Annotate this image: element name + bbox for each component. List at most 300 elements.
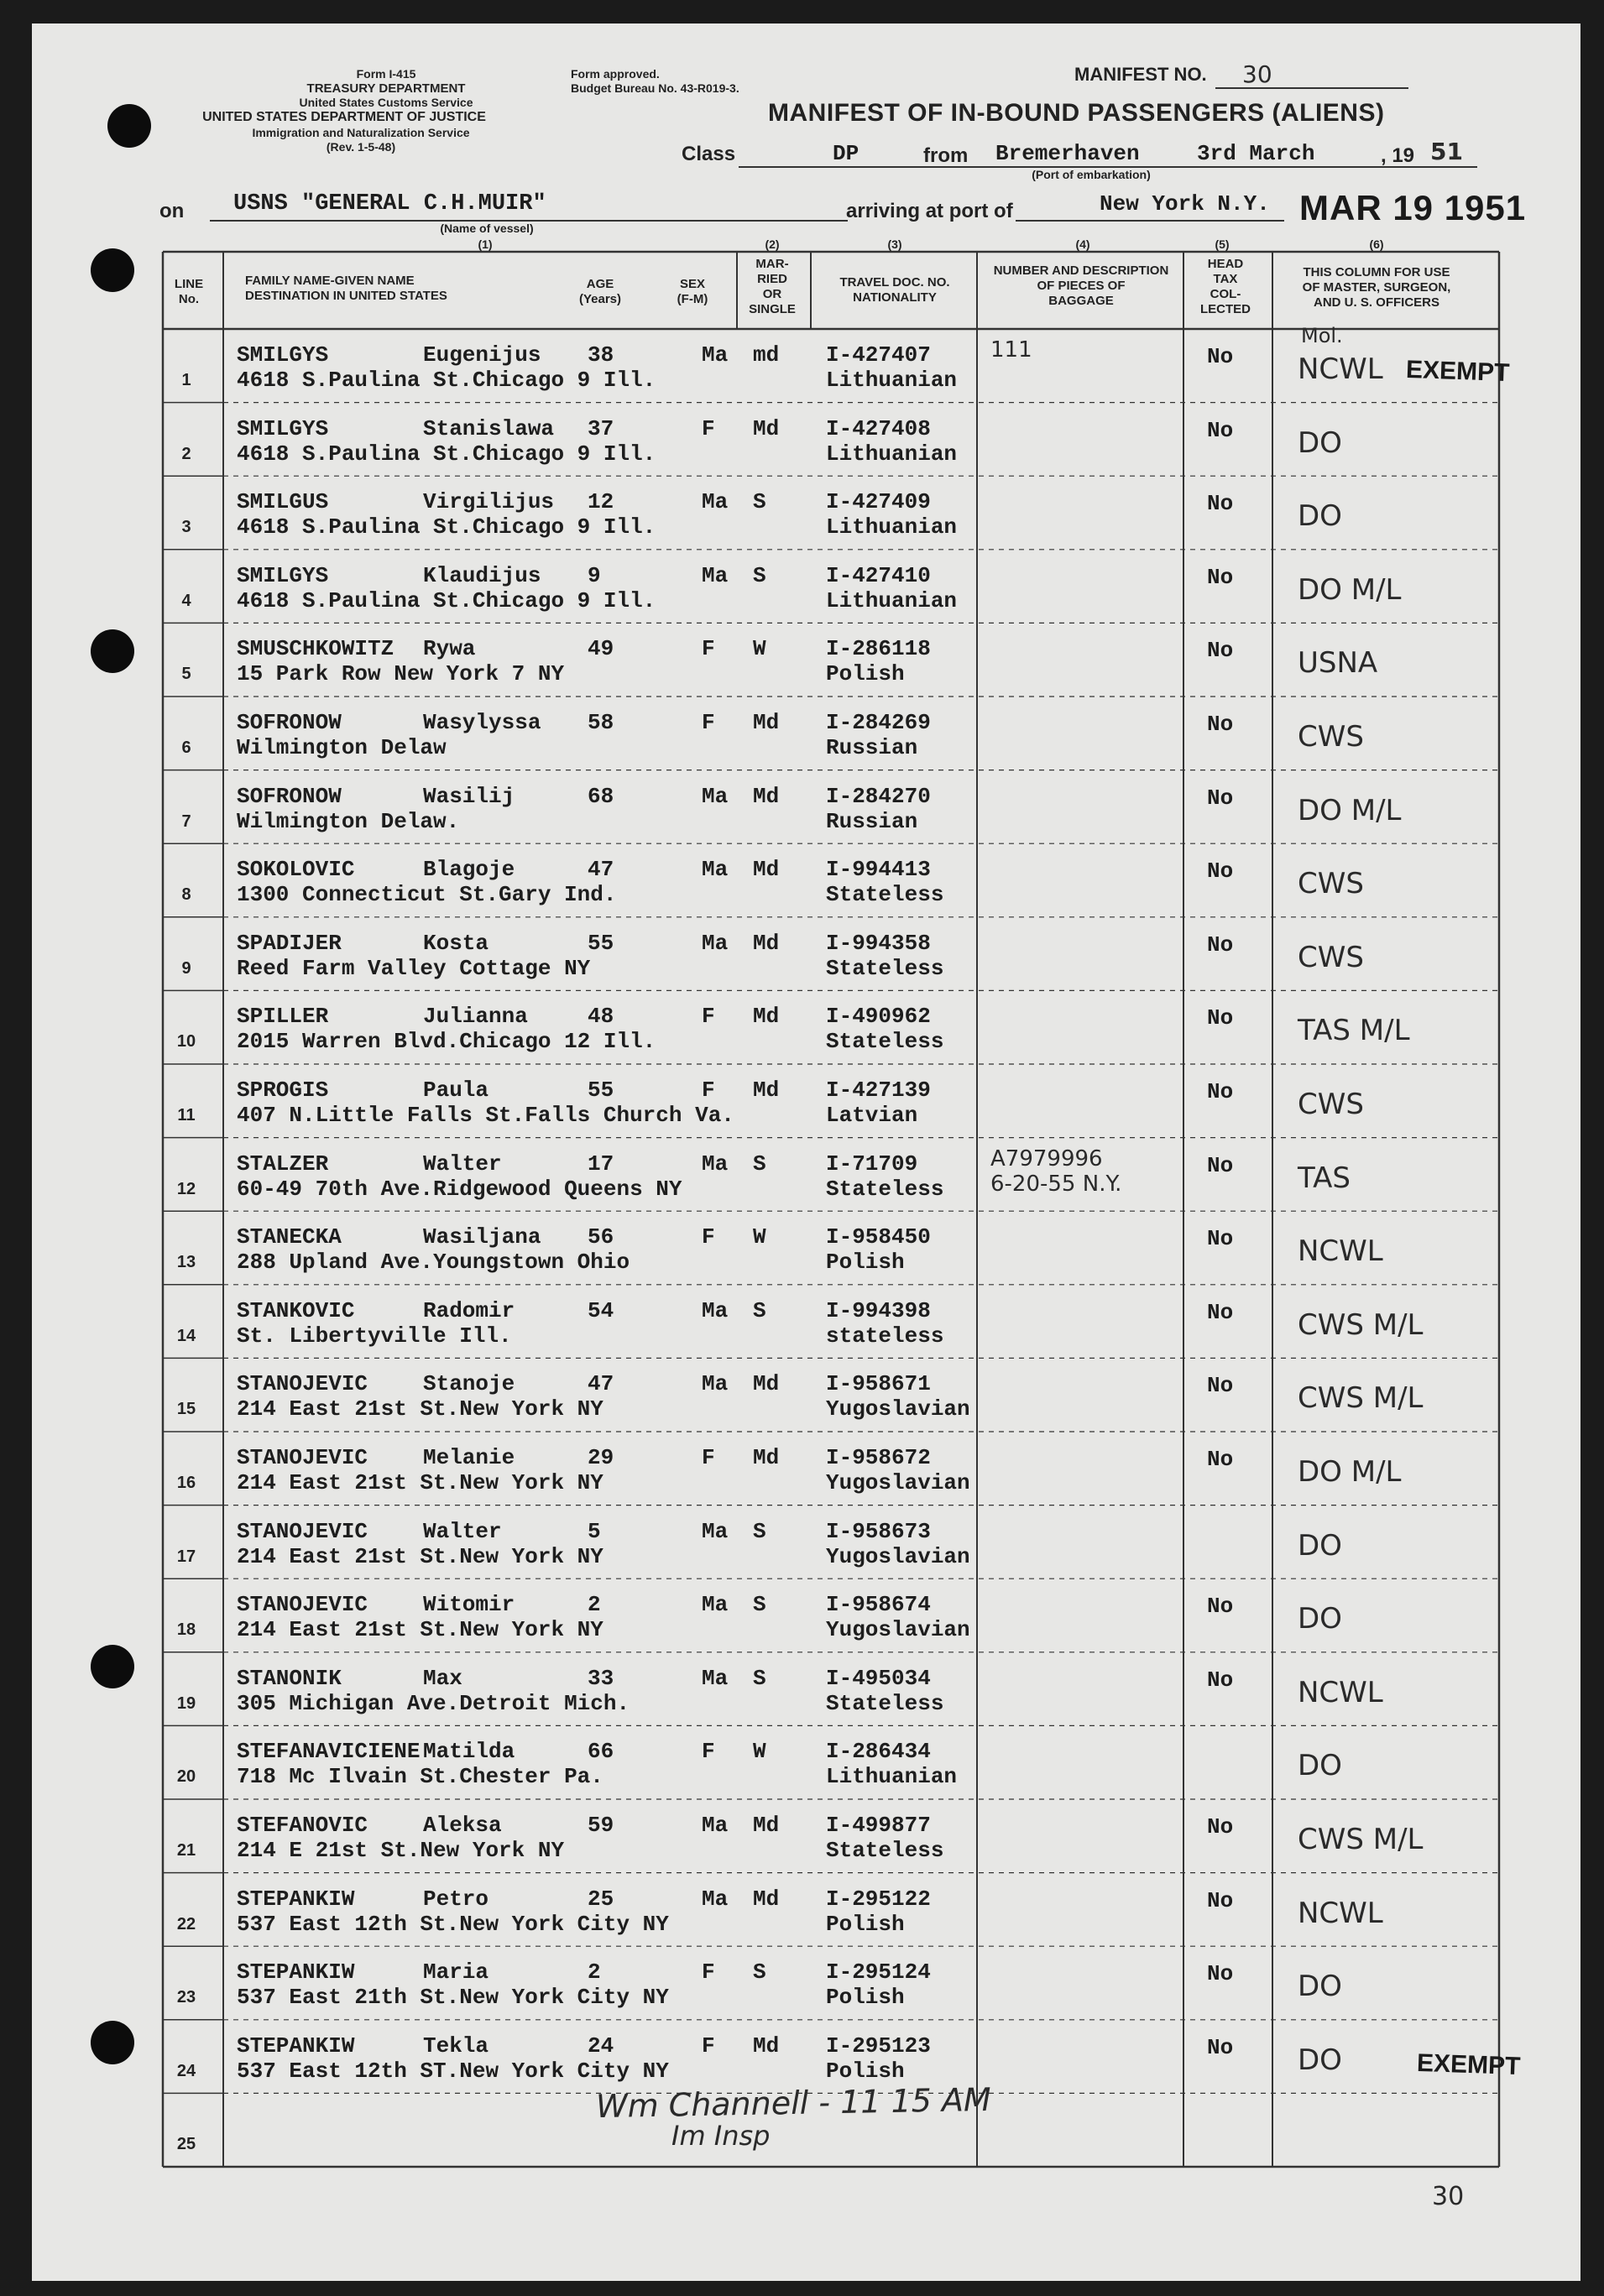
family-name: STEPANKIW bbox=[237, 2032, 355, 2059]
embarkation-caption: (Port of embarkation) bbox=[1032, 168, 1151, 181]
given-name: Paula bbox=[423, 1078, 489, 1103]
destination: St. Libertyville Ill. bbox=[237, 1323, 512, 1349]
head-tax: No bbox=[1207, 712, 1234, 737]
given-name: Matilda bbox=[423, 1739, 515, 1765]
age: 2 bbox=[588, 1959, 601, 1986]
age: 59 bbox=[588, 1813, 614, 1838]
marital-status: Md bbox=[753, 783, 780, 809]
family-name: SMILGUS bbox=[237, 489, 329, 515]
table-row bbox=[0, 1285, 1604, 1359]
manifest-title: MANIFEST OF IN-BOUND PASSENGERS (ALIENS) bbox=[768, 99, 1385, 127]
arrival-date-stamp: MAR 19 1951 bbox=[1299, 188, 1527, 227]
sex: Ma bbox=[702, 342, 729, 368]
line-number: 15 bbox=[176, 1400, 196, 1419]
nationality: Yugoslavian bbox=[826, 1470, 970, 1495]
family-name: SPADIJER bbox=[237, 930, 342, 956]
customs-service: United States Customs Service bbox=[299, 96, 473, 109]
age: 38 bbox=[588, 342, 614, 368]
column-number: (4) bbox=[1075, 237, 1090, 251]
family-name: STEFANOVIC bbox=[237, 1813, 368, 1838]
travel-doc-no: I-286118 bbox=[826, 636, 931, 662]
manifest-no-label: MANIFEST NO. bbox=[1074, 64, 1207, 85]
destination: 214 E 21st St.New York NY bbox=[237, 1838, 565, 1863]
destination: 4618 S.Paulina St.Chicago 9 Ill. bbox=[237, 587, 656, 613]
nationality: Lithuanian bbox=[826, 1764, 958, 1790]
sex: F bbox=[702, 2032, 715, 2059]
nationality: Polish bbox=[826, 1985, 905, 2011]
given-name: Walter bbox=[423, 1518, 502, 1544]
head-tax: No bbox=[1207, 785, 1234, 811]
year-value: 51 bbox=[1430, 138, 1463, 165]
table-row bbox=[0, 697, 1604, 770]
head-tax: No bbox=[1207, 1373, 1234, 1399]
officer-note: CWS bbox=[1298, 867, 1364, 901]
marital-status: S bbox=[753, 1959, 766, 1986]
age: 37 bbox=[588, 415, 614, 441]
nationality: Polish bbox=[826, 661, 905, 687]
travel-doc-no: I-958674 bbox=[826, 1592, 931, 1618]
marital-status: Md bbox=[753, 1078, 780, 1103]
head-tax: No bbox=[1207, 1594, 1234, 1620]
nationality: Lithuanian bbox=[826, 441, 958, 467]
destination: 407 N.Little Falls St.Falls Church Va. bbox=[237, 1103, 734, 1128]
age: 55 bbox=[588, 930, 614, 956]
table-row bbox=[0, 1799, 1604, 1873]
class-value: DP bbox=[833, 141, 859, 166]
table-row bbox=[0, 403, 1604, 477]
nationality: Yugoslavian bbox=[826, 1617, 970, 1643]
destination: 718 Mc Ilvain St.Chester Pa. bbox=[237, 1764, 603, 1790]
travel-doc-no: I-427409 bbox=[826, 489, 931, 515]
from-value: Bremerhaven bbox=[995, 141, 1140, 166]
form-approved: Form approved. bbox=[571, 67, 660, 81]
officer-note: DO bbox=[1298, 499, 1342, 534]
destination: 214 East 21st St.New York NY bbox=[237, 1543, 603, 1569]
age: 29 bbox=[588, 1445, 614, 1470]
sex: Ma bbox=[702, 489, 729, 515]
travel-doc-no: I-427410 bbox=[826, 562, 931, 588]
family-name: STANKOVIC bbox=[237, 1297, 355, 1323]
line-number: 4 bbox=[181, 591, 191, 610]
travel-doc-no: I-958673 bbox=[826, 1518, 931, 1544]
table-row bbox=[0, 1211, 1604, 1285]
column-number: (5) bbox=[1215, 237, 1230, 251]
sex: Ma bbox=[702, 1297, 729, 1323]
class-label: Class bbox=[682, 143, 736, 165]
table-row bbox=[0, 1505, 1604, 1579]
marital-status: S bbox=[753, 489, 766, 515]
sex: Ma bbox=[702, 1371, 729, 1397]
sex: Ma bbox=[702, 1518, 729, 1544]
form-revision: (Rev. 1-5-48) bbox=[326, 140, 396, 154]
table-row bbox=[0, 1432, 1604, 1505]
destination: 60-49 70th Ave.Ridgewood Queens NY bbox=[237, 1176, 682, 1202]
age: 58 bbox=[588, 710, 614, 735]
family-name: SOFRONOW bbox=[237, 783, 342, 809]
nationality: Lithuanian bbox=[826, 587, 958, 613]
head-tax: No bbox=[1207, 1961, 1234, 1987]
destination: 537 East 12th ST.New York City NY bbox=[237, 2058, 669, 2084]
sex: Ma bbox=[702, 1151, 729, 1177]
family-name: STEPANKIW bbox=[237, 1959, 355, 1986]
age: 54 bbox=[588, 1297, 614, 1323]
family-name: SOKOLOVIC bbox=[237, 857, 355, 883]
destination: 214 East 21st St.New York NY bbox=[237, 1396, 603, 1422]
treasury-department: TREASURY DEPARTMENT bbox=[306, 81, 466, 96]
arrival-port: New York N.Y. bbox=[1100, 191, 1270, 217]
head-tax: No bbox=[1207, 1447, 1234, 1472]
marital-status: W bbox=[753, 636, 766, 662]
exempt-stamp-top: EXEMPT bbox=[1405, 355, 1510, 388]
destination: 2015 Warren Blvd.Chicago 12 Ill. bbox=[237, 1029, 656, 1055]
age: 17 bbox=[588, 1151, 614, 1177]
given-name: Walter bbox=[423, 1151, 502, 1177]
age: 49 bbox=[588, 636, 614, 662]
officer-note: DO M/L bbox=[1298, 1455, 1402, 1489]
col-header-sex: SEX (F-M) bbox=[677, 277, 708, 306]
officer-note: NCWL bbox=[1298, 352, 1383, 386]
col-header-travel: TRAVEL DOC. NO. NATIONALITY bbox=[839, 275, 950, 305]
line-number: 17 bbox=[176, 1547, 196, 1566]
line-number: 25 bbox=[176, 2135, 196, 2154]
table-row bbox=[0, 1138, 1604, 1212]
marital-status: S bbox=[753, 562, 766, 588]
destination: 4618 S.Paulina St.Chicago 9 Ill. bbox=[237, 368, 656, 393]
travel-doc-no: I-499877 bbox=[826, 1813, 931, 1838]
line-number: 3 bbox=[181, 518, 191, 537]
marital-status: S bbox=[753, 1151, 766, 1177]
nationality: Stateless bbox=[826, 1690, 944, 1716]
officer-note: CWS M/L bbox=[1298, 1381, 1424, 1416]
given-name: Stanoje bbox=[423, 1371, 515, 1397]
head-tax: No bbox=[1207, 2034, 1234, 2060]
given-name: Petro bbox=[423, 1886, 489, 1912]
given-name: Tekla bbox=[423, 2032, 489, 2059]
col-header-line: LINE No. bbox=[174, 277, 207, 306]
officer-mark: Mol. bbox=[1301, 324, 1343, 347]
col-header-baggage: NUMBER AND DESCRIPTION OF PIECES OF BAGGAGE bbox=[993, 264, 1169, 308]
line-number: 1 bbox=[181, 371, 191, 389]
from-label: from bbox=[923, 144, 969, 167]
given-name: Melanie bbox=[423, 1445, 515, 1470]
destination: 15 Park Row New York 7 NY bbox=[237, 661, 565, 687]
family-name: SMILGYS bbox=[237, 562, 329, 588]
line-number: 19 bbox=[176, 1693, 196, 1713]
officer-note: DO bbox=[1298, 425, 1342, 460]
table-row bbox=[0, 770, 1604, 844]
officer-note: DO bbox=[1298, 1970, 1342, 2004]
head-tax: No bbox=[1207, 344, 1234, 369]
head-tax: No bbox=[1207, 931, 1234, 958]
age: 47 bbox=[588, 857, 614, 883]
head-tax: No bbox=[1207, 1299, 1234, 1325]
head-tax: No bbox=[1207, 1887, 1234, 1913]
year-prefix: , 19 bbox=[1381, 144, 1415, 167]
family-name: STANOJEVIC bbox=[237, 1592, 368, 1618]
travel-doc-no: I-958450 bbox=[826, 1224, 931, 1250]
sex: F bbox=[702, 1739, 715, 1765]
officer-note: CWS bbox=[1298, 1088, 1364, 1121]
officer-note: CWS bbox=[1298, 720, 1364, 754]
nationality: Stateless bbox=[826, 1176, 944, 1202]
nationality: Yugoslavian bbox=[826, 1543, 970, 1569]
col-header-name: FAMILY NAME-GIVEN NAME DESTINATION IN UNITED STATES bbox=[245, 274, 447, 303]
table-row bbox=[0, 623, 1604, 697]
immigration-service: Immigration and Naturalization Service bbox=[252, 126, 470, 139]
given-name: Witomir bbox=[423, 1592, 515, 1618]
table-row bbox=[0, 843, 1604, 917]
table-row bbox=[0, 1064, 1604, 1138]
line-number: 16 bbox=[176, 1474, 196, 1492]
exempt-stamp-bottom: EXEMPT bbox=[1416, 2048, 1521, 2081]
marital-status: Md bbox=[753, 1371, 780, 1397]
column-number: (3) bbox=[887, 237, 902, 251]
budget-bureau: Budget Bureau No. 43-R019-3. bbox=[571, 81, 739, 95]
travel-doc-no: I-71709 bbox=[826, 1151, 918, 1177]
family-name: SPILLER bbox=[237, 1004, 329, 1030]
travel-doc-no: I-958672 bbox=[826, 1445, 931, 1470]
destination: 4618 S.Paulina St.Chicago 9 Ill. bbox=[237, 514, 656, 540]
given-name: Rywa bbox=[423, 636, 476, 662]
travel-doc-no: I-495034 bbox=[826, 1665, 931, 1691]
travel-doc-no: I-295123 bbox=[826, 2032, 931, 2059]
age: 2 bbox=[588, 1592, 601, 1618]
table-row bbox=[0, 550, 1604, 624]
line-number: 10 bbox=[176, 1032, 196, 1051]
destination: 305 Michigan Ave.Detroit Mich. bbox=[237, 1690, 630, 1716]
sex: Ma bbox=[702, 562, 729, 588]
family-name: SMUSCHKOWITZ bbox=[237, 636, 394, 662]
table-row bbox=[0, 1358, 1604, 1432]
sex: F bbox=[702, 1078, 715, 1103]
line-number: 13 bbox=[176, 1253, 196, 1272]
destination: 1300 Connecticut St.Gary Ind. bbox=[237, 882, 617, 908]
given-name: Radomir bbox=[423, 1297, 515, 1323]
sex: F bbox=[702, 636, 715, 662]
head-tax: No bbox=[1207, 1005, 1234, 1031]
travel-doc-no: I-427408 bbox=[826, 415, 931, 441]
form-number: Form I-415 bbox=[356, 67, 416, 81]
officer-note: CWS bbox=[1298, 940, 1364, 974]
family-name: STANONIK bbox=[237, 1665, 342, 1691]
sex: Ma bbox=[702, 857, 729, 883]
table-row bbox=[0, 324, 1604, 403]
vessel-caption: (Name of vessel) bbox=[440, 222, 534, 235]
line-number: 21 bbox=[176, 1841, 196, 1860]
family-name: SPROGIS bbox=[237, 1078, 329, 1103]
marital-status: S bbox=[753, 1518, 766, 1544]
line-number: 9 bbox=[181, 958, 191, 978]
officer-note: DO bbox=[1298, 1749, 1342, 1783]
nationality: Stateless bbox=[826, 955, 944, 981]
line-number: 2 bbox=[181, 444, 191, 463]
given-name: Klaudijus bbox=[423, 562, 541, 588]
arriving-label: arriving at port of bbox=[846, 200, 1013, 222]
line-number: 12 bbox=[176, 1179, 196, 1198]
head-tax: No bbox=[1207, 417, 1234, 443]
vessel-name: USNS "GENERAL C.H.MUIR" bbox=[233, 191, 546, 217]
nationality: Latvian bbox=[826, 1103, 918, 1128]
marital-status: Md bbox=[753, 1886, 780, 1912]
family-name: SOFRONOW bbox=[237, 710, 342, 735]
line-number: 11 bbox=[177, 1106, 196, 1125]
nationality: Russian bbox=[826, 808, 918, 834]
sex: F bbox=[702, 710, 715, 735]
family-name: STANOJEVIC bbox=[237, 1371, 368, 1397]
given-name: Maria bbox=[423, 1959, 489, 1986]
sex: F bbox=[702, 1004, 715, 1030]
destination: Wilmington Delaw bbox=[237, 735, 447, 760]
officer-note: DO M/L bbox=[1298, 572, 1402, 607]
nationality: Polish bbox=[826, 1250, 905, 1276]
officer-note: USNA bbox=[1298, 646, 1378, 681]
family-name: STALZER bbox=[237, 1151, 329, 1177]
head-tax: No bbox=[1207, 1079, 1234, 1104]
age: 66 bbox=[588, 1739, 614, 1765]
family-name: STEPANKIW bbox=[237, 1886, 355, 1912]
given-name: Blagoje bbox=[423, 857, 515, 883]
given-name: Wasiljana bbox=[423, 1224, 541, 1250]
age: 47 bbox=[588, 1371, 614, 1397]
family-name: STANOJEVIC bbox=[237, 1518, 368, 1544]
destination: 4618 S.Paulina St.Chicago 9 Ill. bbox=[237, 441, 656, 467]
marital-status: Md bbox=[753, 1813, 780, 1838]
destination: 288 Upland Ave.Youngstown Ohio bbox=[237, 1250, 630, 1276]
travel-doc-no: I-295124 bbox=[826, 1959, 931, 1986]
sex: Ma bbox=[702, 930, 729, 956]
line-number: 14 bbox=[176, 1326, 196, 1345]
line-number: 8 bbox=[181, 885, 191, 905]
table-row bbox=[0, 1652, 1604, 1726]
table-row bbox=[0, 1873, 1604, 1947]
travel-doc-no: I-295122 bbox=[826, 1886, 931, 1912]
line-number: 24 bbox=[176, 2061, 196, 2080]
travel-doc-no: I-994398 bbox=[826, 1297, 931, 1323]
given-name: Kosta bbox=[423, 930, 489, 956]
age: 68 bbox=[588, 783, 614, 809]
inspector-title: Im Insp bbox=[671, 2120, 771, 2152]
officer-note: DO bbox=[1298, 1602, 1342, 1636]
marital-status: S bbox=[753, 1297, 766, 1323]
given-name: Julianna bbox=[423, 1004, 528, 1030]
head-tax: No bbox=[1207, 1814, 1234, 1839]
age: 24 bbox=[588, 2032, 614, 2059]
family-name: STEFANAVICIENE bbox=[237, 1739, 421, 1765]
family-name: SMILGYS bbox=[237, 342, 329, 368]
given-name: Stanislawa bbox=[423, 415, 555, 441]
travel-doc-no: I-284270 bbox=[826, 783, 931, 809]
marital-status: W bbox=[753, 1224, 766, 1250]
head-tax: No bbox=[1207, 858, 1234, 884]
head-tax: No bbox=[1207, 1226, 1234, 1252]
col-header-age: AGE (Years) bbox=[578, 277, 622, 306]
col-header-officers: THIS COLUMN FOR USE OF MASTER, SURGEON, AND U. S. OFFICERS bbox=[1302, 265, 1451, 310]
column-number: (1) bbox=[478, 237, 493, 251]
nationality: Stateless bbox=[826, 1029, 944, 1055]
line-number: 6 bbox=[181, 738, 191, 757]
travel-doc-no: I-994413 bbox=[826, 857, 931, 883]
officer-note: NCWL bbox=[1298, 1675, 1383, 1709]
travel-doc-no: I-490962 bbox=[826, 1004, 931, 1030]
column-number: (6) bbox=[1369, 237, 1384, 251]
baggage: 111 bbox=[990, 337, 1032, 363]
sex: Ma bbox=[702, 783, 729, 809]
manifest-no-value: 30 bbox=[1242, 60, 1272, 88]
sex: F bbox=[702, 415, 715, 441]
officer-note: TAS M/L bbox=[1298, 1014, 1410, 1048]
nationality: Stateless bbox=[826, 1838, 944, 1863]
nationality: Lithuanian bbox=[826, 368, 958, 393]
sex: Ma bbox=[702, 1813, 729, 1838]
marital-status: Md bbox=[753, 2032, 780, 2059]
head-tax: No bbox=[1207, 1667, 1234, 1693]
departure-date: 3rd March bbox=[1197, 141, 1315, 166]
marital-status: Md bbox=[753, 930, 780, 956]
table-row bbox=[0, 1578, 1604, 1652]
family-name: STANOJEVIC bbox=[237, 1445, 368, 1470]
nationality: Lithuanian bbox=[826, 514, 958, 540]
line-number: 7 bbox=[181, 811, 191, 831]
marital-status: Md bbox=[753, 857, 780, 883]
age: 56 bbox=[588, 1224, 614, 1250]
table-row bbox=[0, 990, 1604, 1064]
line-number: 22 bbox=[176, 1914, 196, 1933]
marital-status: Md bbox=[753, 415, 780, 441]
family-name: SMILGYS bbox=[237, 415, 329, 441]
officer-note: DO bbox=[1298, 1528, 1342, 1563]
nationality: Russian bbox=[826, 735, 918, 760]
nationality: Polish bbox=[826, 2058, 905, 2084]
department-of-justice: UNITED STATES DEPARTMENT OF JUSTICE bbox=[202, 110, 486, 124]
destination: Wilmington Delaw. bbox=[237, 808, 460, 834]
line-number: 5 bbox=[181, 665, 191, 684]
marital-status: Md bbox=[753, 1004, 780, 1030]
column-number: (2) bbox=[765, 237, 780, 251]
destination: 537 East 12th St.New York City NY bbox=[237, 1911, 669, 1937]
officer-note: NCWL bbox=[1298, 1234, 1383, 1269]
officer-note: CWS M/L bbox=[1298, 1307, 1424, 1342]
head-tax: No bbox=[1207, 491, 1234, 517]
given-name: Wasylyssa bbox=[423, 710, 541, 735]
sex: F bbox=[702, 1445, 715, 1470]
line-number: 20 bbox=[176, 1767, 196, 1787]
given-name: Aleksa bbox=[423, 1813, 502, 1838]
sex: F bbox=[702, 1224, 715, 1250]
officer-note: DO M/L bbox=[1298, 793, 1402, 827]
age: 12 bbox=[588, 489, 614, 515]
page-number: 30 bbox=[1432, 2182, 1465, 2211]
line-number: 23 bbox=[176, 1988, 196, 2007]
age: 48 bbox=[588, 1004, 614, 1030]
baggage: A7979996 6-20-55 N.Y. bbox=[990, 1145, 1122, 1197]
marital-status: md bbox=[753, 342, 780, 368]
marital-status: Md bbox=[753, 1445, 780, 1470]
nationality: stateless bbox=[826, 1323, 944, 1349]
family-name: STANECKA bbox=[237, 1224, 342, 1250]
marital-status: W bbox=[753, 1739, 766, 1765]
destination: 214 East 21st St.New York NY bbox=[237, 1470, 603, 1495]
travel-doc-no: I-958671 bbox=[826, 1371, 931, 1397]
inspector-signature: Wm Channell - 11 15 AM bbox=[595, 2080, 992, 2126]
table-row bbox=[0, 1725, 1604, 1799]
marital-status: S bbox=[753, 1665, 766, 1691]
nationality: Yugoslavian bbox=[826, 1396, 970, 1422]
marital-status: S bbox=[753, 1592, 766, 1618]
table-row bbox=[0, 917, 1604, 991]
officer-note: DO bbox=[1298, 2043, 1342, 2077]
destination: 537 East 21th St.New York City NY bbox=[237, 1985, 669, 2011]
travel-doc-no: I-994358 bbox=[826, 930, 931, 956]
